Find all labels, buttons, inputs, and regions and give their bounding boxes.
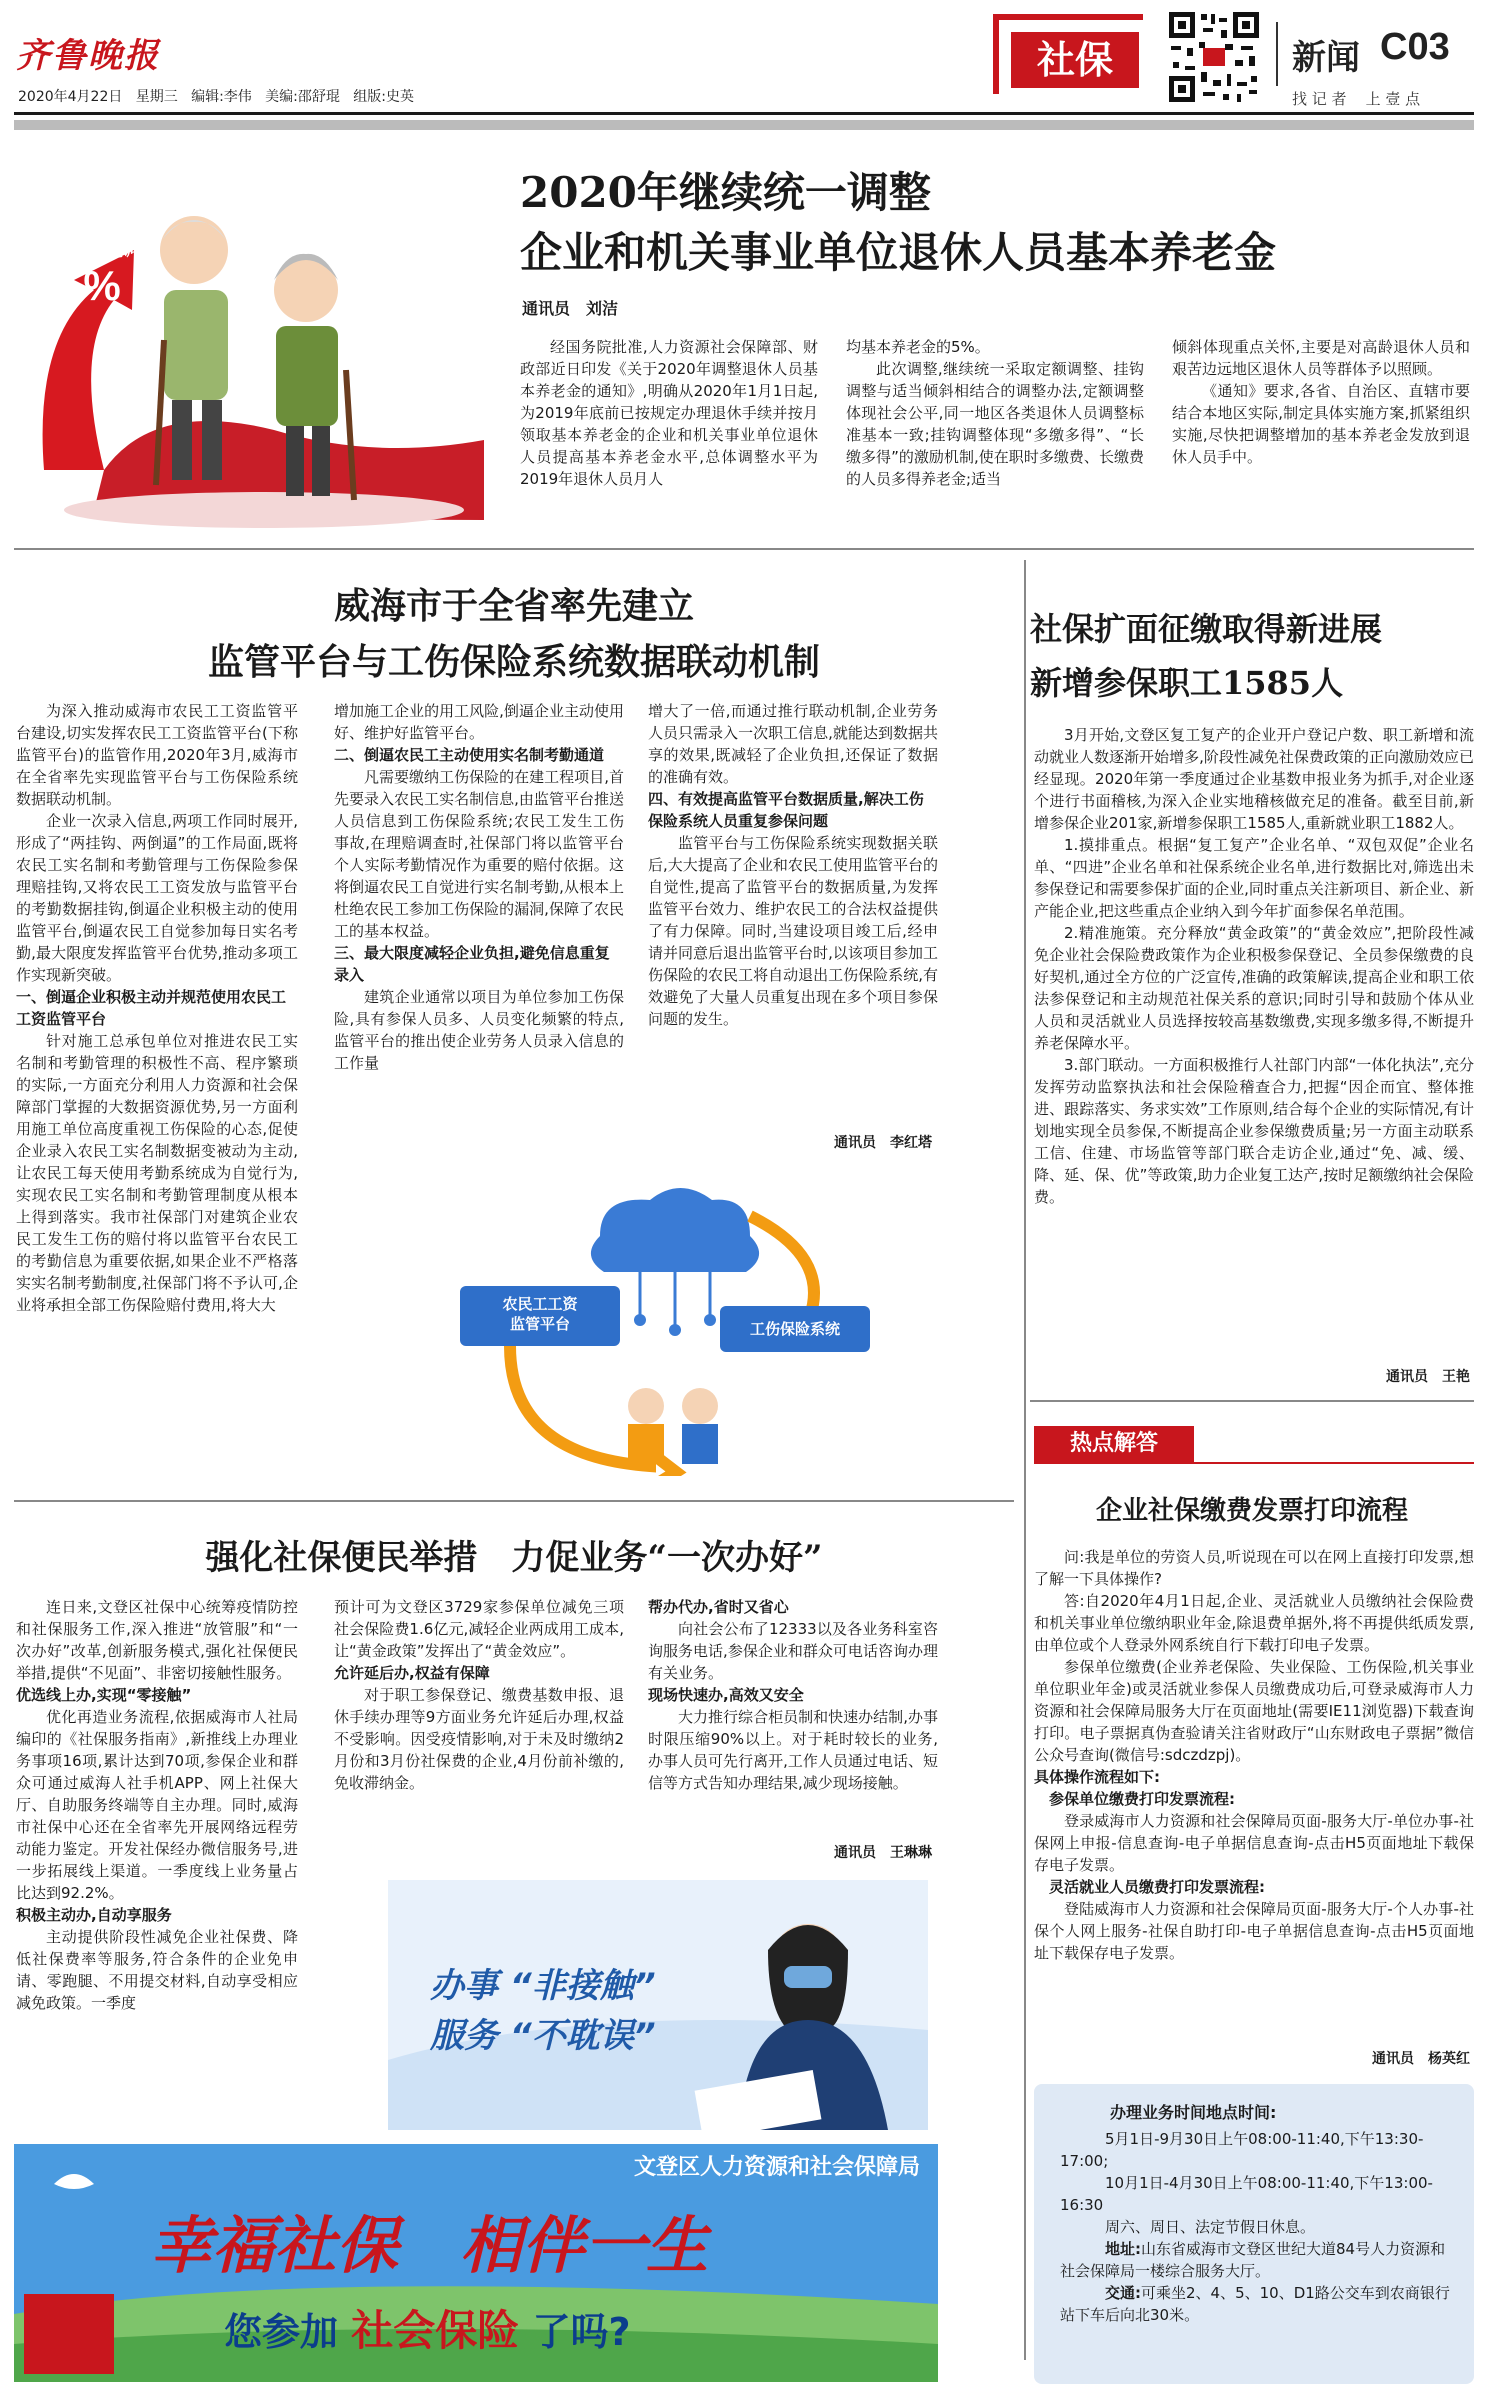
diagram-right-label: 工伤保险系统 [749,1320,840,1338]
info-weekday: 星期三 [135,89,178,105]
masthead-rule [14,112,1474,115]
lead-byline: 通讯员 刘洁 [522,299,619,318]
page-code: C03 [1380,26,1450,68]
subheading: 优选线上办,实现“零接触” [16,1686,192,1704]
section-name: 新闻 [1292,38,1360,78]
paragraph: 企业一次录入信息,两项工作同时展开,形成了“两挂钩、两倒逼”的工作局面,既将农民工实名制和考勤管理与工伤保险参保理赔挂钩,又将农民工工资发放与监管平台的考勤数据挂钩,倒逼企业积极主动的使用监管平台,倒逼农民工自觉参加每日实名考勤,最大限度发挥监管平台优势,推动多项工作实现新突破。 [16,812,298,984]
hours-line: 5月1日-9月30日上午08:00-11:40,下午13:30-17:00; [1060,2130,1424,2170]
lead-title-line2: 企业和机关事业单位退休人员基本养老金 [520,228,1277,277]
hours-traffic-label: 交通: [1105,2284,1141,2302]
paragraph: 登录威海市人力资源和社会保障局页面-服务大厅-单位办事-社保网上申报-信息查询-电子单据信息查询-点击H5页面地址下载保存电子发票。 [1034,1812,1474,1874]
paragraph: 3.部门联动。一方面积极推行人社部门内部“一体化执法”,充分发挥劳动监察执法和社会保险稽查合力,把握“因企而宜、整体推进、跟踪落实、务求实效”工作原则,结合每个企业的实际情况,有计划地实现全员参保,不断提高企业参保缴费质量;另一方面主动联系工信、住建、市场监管等部门联合走访企业,通过“免、减、缓、降、延、保、优”等政策,助力企业复工达产,按时足额缴纳社会保险费。 [1034,1056,1474,1206]
article4-col3 [648,1596,938,1836]
paragraph: 1.摸排重点。根据“复工复产”企业名单、“双包双促”企业名单、“四进”企业名单和社保系统企业名单,进行数据比对,筛选出未参保登记和需要参保扩面的企业,同时重点关注新项目、新企业、新产能企业,把这些重点企业纳入到今年扩面参保名单范围。 [1034,836,1474,920]
subheading: 允许延后办,权益有保障 [334,1664,490,1682]
lead-title-line1: 2020年继续统一调整 [520,168,931,217]
subheading: 三、最大限度减轻企业负担,避免信息重复录入 [334,944,610,984]
hotspot-body [1034,1546,1474,2046]
article4-col2 [334,1596,624,1866]
paragraph: 预计可为文登区3729家参保单位减免三项社会保险费1.6亿元,减轻企业两成用工成本,让“黄金政策”发挥出了“黄金效应”。 [334,1598,624,1660]
masthead [0,0,1488,120]
paragraph: 为深入推动威海市农民工工资监管平台建设,切实发挥农民工工资监管平台(下称监管平台)的监管作用,2020年3月,威海市在全省率先实现监管平台与工伤保险系统数据联动机制。 [16,702,298,808]
banner-line2: 服务 “不耽误” [430,2016,656,2056]
article2-col2 [334,700,624,1170]
paragraph: 凡需要缴纳工伤保险的在建工程项目,首先要录入农民工实名制信息,由监管平台推送人员信息到工伤保险系统;农民工发生工伤事故,在理赔调查时,社保部门将以监管平台个人实际考勤情况作为重要的赔付依据。这将倒逼农民工自觉进行实名制考勤,从根本上杜绝农民工参加工伤保险的漏洞,保障了农民工的基本权益。 [334,768,624,940]
hours-address [1060,2238,1450,2282]
ad-slogan: 幸福社保 相伴一生 [150,2209,709,2282]
info-line [18,86,414,106]
lead-badge: 养老金上调 [49,237,142,272]
qr-code-icon [1165,8,1263,106]
paragraph: 主动提供阶段性减免企业社保费、降低社保费率等服务,符合条件的企业免申请、零跑腿、不用提交材料,自动享受相应减免政策。一季度 [16,1928,298,2012]
subheading: 积极主动办,自动享服务 [16,1906,172,1924]
article2-title-line2: 监管平台与工伤保险系统数据联动机制 [207,641,820,683]
lead-percent: 5% [60,262,121,309]
article2-bottom-rule [14,1500,1014,1502]
subheading: 灵活就业人员缴费打印发票流程: [1049,1878,1266,1896]
paragraph: 增大了一倍,而通过推行联动机制,企业劳务人员只需录入一次职工信息,就能达到数据共享的效果,既减轻了企业负担,还保证了数据的准确有效。 [648,702,938,786]
info-date: 2020年4月22日 [18,89,123,105]
paper-logo: 齐鲁晚报 [16,36,160,76]
hours-traffic [1060,2282,1450,2326]
subheading: 现场快速办,高效又安全 [648,1686,804,1704]
article2-title-line1: 威海市于全省率先建立 [333,585,694,627]
hours-address-value: 山东省威海市文登区世纪大道84号人力资源和社会保障局一楼综合服务大厅。 [1060,2240,1446,2280]
hours-title: 办理业务时间地点时间: [1110,2103,1277,2122]
article4-byline: 通讯员 王琳琳 [834,1845,932,1861]
lead-col3 [1172,336,1470,526]
lead-col2 [846,336,1144,526]
paragraph: 2.精准施策。充分释放“黄金政策”的“黄金效应”,把阶段性减免企业社会保险费政策作为企业积极参保登记、全员参保缴费的良好契机,通过全方位的广泛宣传,准确的政策解读,提高企业和职工依法参保登记和主动规范社保关系的意识;同时引导和鼓励个体从业人员和灵活就业人员选择按较高基数缴费,实现多缴多得,不断提升养老保障水平。 [1034,924,1474,1052]
hotspot-title: 企业社保缴费发票打印流程 [1095,1496,1408,1526]
ad-question-prefix: 您参加 [224,2310,339,2354]
article3-body [1034,724,1474,1364]
article3-title: 社保扩面征缴取得新进展 [1030,610,1383,648]
info-art: 美编:邵舒琨 [265,89,340,105]
paragraph: 针对施工总承包单位对推进农民工实名制和考勤管理的积极性不高、程序繁琐的实际,一方面充分利用人力资源和社会保障部门掌握的大数据资源优势,另一方面利用施工单位高度重视工伤保险的心态,促使企业录入农民工实名制数据变被动为主动,让农民工每天使用考勤系统成为自觉行为,实现农民工实名制和考勤管理制度从根本上得到落实。我市社保部门对建筑企业农民工发生工伤的赔付将以监管平台农民工的考勤信息为重要依据,如果企业不严格落实实名制考勤制度,社保部门将不予认可,企业将承担全部工伤保险赔付费用,将大大 [16,1032,298,1314]
article3-title-line2: 新增参保职工1585人 [1030,664,1344,702]
masthead-rule-thin [14,120,1474,130]
paragraph: 答:自2020年4月1日起,企业、灵活就业人员缴纳社会保险费和机关事业单位缴纳职业年金,除退费单据外,将不再提供纸质发票,由单位或个人登录外网系统自行下载打印电子发票。 [1034,1592,1474,1654]
lead-col2-p1: 均基本养老金的5%。 [846,338,990,356]
paragraph: 登陆威海市人力资源和社会保障局页面-服务大厅-个人办事-社保个人网上服务-社保自助打印-电子单据信息查询-点击H5页面地址下载保存电子发票。 [1034,1900,1474,1962]
article2-byline: 通讯员 李红塔 [834,1135,932,1151]
subheading: 参保单位缴费打印发票流程: [1049,1790,1235,1808]
masthead-divider [1276,22,1278,86]
paragraph: 3月开始,文登区复工复产的企业开户登记户数、职工新增和流动就业人数逐渐开始增多,阶段性减免社保费政策的正向激励效应已经显现。2020年第一季度通过企业基数申报业务为抓手,对企业逐个进行书面稽核,为深入企业实地稽核做充足的准备。截至目前,新增参保企业201家,新增参保职工1585人,重新就业职工1882人。 [1034,726,1474,832]
article3-byline: 通讯员 王艳 [1386,1369,1470,1385]
paragraph: 监管平台与工伤保险系统实现数据关联后,大大提高了企业和农民工使用监管平台的自觉性,提高了监管平台的数据质量,为发挥监管平台效力、维护农民工的合法权益提供了有力保障。同时,当建设项目竣工后,经申请并同意后退出监管平台时,以该项目参加工伤保险的农民工将自动退出工伤保险系统,有效避免了大量人员重复出现在多个项目参保问题的发生。 [648,834,938,1028]
paragraph: 向社会公布了12333以及各业务科室咨询服务电话,参保企业和群众可电话咨询办理有关业务。 [648,1620,938,1682]
hotspot-byline: 通讯员 杨英红 [1372,2051,1470,2067]
lead-col1-p1: 经国务院批准,人力资源社会保障部、财政部近日印发《关于2020年调整退休人员基本养老金的通知》,明确从2020年1月1日起,为2019年底前已按规定办理退休手续并按月领取基本养老金的企业和机关事业单位退休人员提高基本养老金水平,总体调整水平为2019年退休人员月人 [520,338,818,488]
article3-bottom-rule [1030,1400,1474,1402]
lead-bottom-rule [14,548,1474,550]
lead-col3-p1: 倾斜体现重点关怀,主要是对高龄退休人员和艰苦边远地区退休人员等群体予以照顾。 [1172,338,1470,378]
article2-col1 [16,700,298,1490]
diagram-left-label: 农民工工资 监管平台 [502,1295,578,1333]
hours-line: 周六、周日、法定节假日休息。 [1105,2218,1316,2236]
subheading: 帮办代办,省时又省心 [648,1598,789,1616]
ad-question-emph: 社会保险 [351,2306,520,2355]
paragraph: 优化再造业务流程,依据威海市人社局编印的《社保服务指南》,新推线上办理业务事项16项,累计达到70项,参保企业和群众可通过威海人社手机APP、网上社保大厅、自助服务终端等自主办理。同时,威海市社保中心还在全省率先开展网络远程劳动能力鉴定。开发社保经办微信服务号,进一步拓展线上渠道。一季度线上业务量占比达到92.2%。 [16,1708,298,1902]
lead-col1 [520,336,818,526]
paragraph: 建筑企业通常以项目为单位参加工伤保险,具有参保人员多、人员变化频繁的特点,监管平台的推出使企业劳务人员录入信息的工作量 [334,988,624,1072]
hotspot-tag-line [1034,1462,1474,1464]
info-layout: 组版:史英 [353,89,414,105]
subheading: 一、倒逼企业积极主动并规范使用农民工工资监管平台 [16,988,287,1028]
article4-title: 强化社保便民举措 力促业务“一次办好” [205,1538,823,1578]
article2-col3 [648,700,938,1120]
paragraph: 连日来,文登区社保中心统筹疫情防控和社保服务工作,深入推进“放管服”和“一次办好”改革,创新服务模式,强化社保便民举措,提供“不见面”、非密切接触性服务。 [16,1598,298,1682]
paragraph: 增加施工企业的用工风险,倒逼企业主动使用好、维护好监管平台。 [334,702,624,742]
paragraph: 问:我是单位的劳资人员,听说现在可以在网上直接打印发票,想了解一下具体操作? [1034,1548,1474,1588]
ad-agency: 文登区人力资源和社会保障局 [633,2155,920,2180]
hotspot-tag: 热点解答 [1034,1426,1194,1462]
lead-col2-p2: 此次调整,继续统一采取定额调整、挂钩调整与适当倾斜相结合的调整办法,定额调整体现社会公平,同一地区各类退休人员调整标准基本一致;挂钩调整体现“多缴多得”、“长缴多得”的激励机制,使在职时多缴费、长缴费的人员多得养老金;适当 [846,360,1144,488]
ad-question-suffix: 了吗? [532,2310,631,2354]
lead-illustration [14,140,494,540]
hours-traffic-value: 可乘坐2、4、5、10、D1路公交车到农商银行站下车后向北30米。 [1060,2284,1450,2324]
hours-line: 10月1日-4月30日上午08:00-11:40,下午13:00-16:30 [1060,2174,1433,2214]
subheading: 二、倒逼农民工主动使用实名制考勤通道 [334,746,605,764]
hours-lines [1060,2128,1450,2378]
lead-col3-p2: 《通知》要求,各省、自治区、直辖市要结合本地区实际,制定具体实施方案,抓紧组织实施,尽快把调整增加的基本养老金发放到退休人员手中。 [1172,382,1470,466]
info-editor: 编辑:李伟 [191,89,252,105]
hours-address-label: 地址: [1105,2240,1141,2258]
banner-line1: 办事 “非接触” [430,1966,656,2006]
paragraph: 参保单位缴费(企业养老保险、失业保险、工伤保险,机关事业单位职业年金)或灵活就业参保人员缴费成功后,可登录威海市人力资源和社会保障局服务大厅在页面地址(需要IE11浏览器)下载查询打印。电子票据真伪查验请关注省财政厅“山东财政电子票据”微信公众号查询(微信号:sdczdzpj)。 [1034,1658,1474,1764]
ad-question [224,2298,631,2358]
section-tag: 社保 [1011,32,1139,88]
vertical-rule [1024,560,1026,2360]
subheading: 具体操作流程如下: [1034,1768,1160,1786]
paragraph: 大力推行综合柜员制和快速办结制,办事时限压缩90%以上。对于耗时较长的业务,办事人员可先行离开,工作人员通过电话、短信等方式告知办理结果,减少现场接触。 [648,1708,938,1792]
paragraph: 对于职工参保登记、缴费基数申报、退休手续办理等9方面业务允许延后办理,权益不受影响。因受疫情影响,对于未及时缴纳2月份和3月份社保费的企业,4月份前补缴的,免收滞纳金。 [334,1686,624,1792]
slogan: 找 记 者 上 壹 点 [1292,90,1421,108]
article4-col1 [16,1596,298,2136]
subheading: 四、有效提高监管平台数据质量,解决工伤保险系统人员重复参保问题 [648,790,924,830]
